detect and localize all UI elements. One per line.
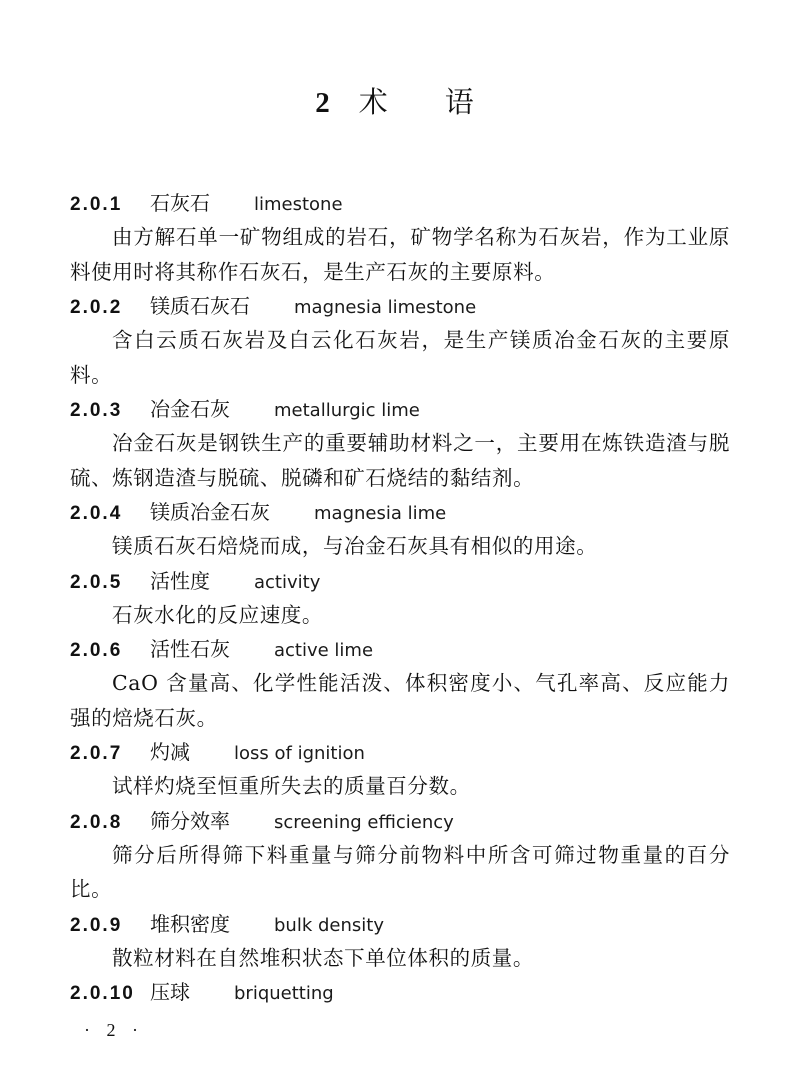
chapter-number: 2 — [315, 87, 331, 119]
term-entry — [70, 289, 730, 392]
term-definition: 由方解石单一矿物组成的岩石，矿物学名称为石灰岩，作为工业原料使用时将其称作石灰石，是生产石灰的主要原料。 — [70, 225, 730, 284]
term-number: 2.0.7 — [70, 743, 123, 764]
term-english: limestone — [254, 194, 343, 215]
term-english: magnesia lime — [314, 503, 447, 524]
term-chinese: 活性度 — [150, 568, 210, 593]
term-entry — [70, 392, 730, 495]
term-definition: 含白云质石灰岩及白云化石灰岩，是生产镁质冶金石灰的主要原料。 — [70, 328, 730, 387]
term-english: loss of ignition — [234, 743, 365, 764]
term-number: 2.0.6 — [70, 640, 123, 661]
term-chinese: 镁质石灰石 — [150, 294, 250, 318]
term-english: magnesia limestone — [294, 297, 477, 318]
term-number: 2.0.3 — [70, 400, 123, 421]
term-definition: 试样灼烧至恒重所失去的质量百分数。 — [112, 774, 471, 798]
term-number: 2.0.8 — [70, 811, 123, 833]
term-list — [70, 186, 730, 1009]
term-entry — [70, 564, 730, 633]
page-number: · 2 · — [84, 1020, 144, 1040]
term-chinese: 活性石灰 — [150, 637, 230, 661]
term-number: 2.0.4 — [70, 503, 123, 524]
term-number: 2.0.1 — [70, 194, 123, 215]
term-heading — [70, 907, 730, 941]
term-entry — [70, 907, 730, 976]
chapter-title-char-1: 术 — [358, 85, 389, 119]
term-number: 2.0.9 — [70, 914, 123, 936]
term-number: 2.0.10 — [70, 983, 135, 1004]
term-entry — [70, 975, 730, 1009]
term-definition: 石灰水化的反应速度。 — [112, 602, 323, 627]
term-chinese: 灼减 — [150, 740, 190, 764]
term-definition: 散粒材料在自然堆积状态下单位体积的质量。 — [112, 945, 534, 970]
term-chinese: 镁质冶金石灰 — [150, 500, 270, 524]
term-english: screening efficiency — [274, 811, 454, 833]
chapter-title-char-2: 语 — [444, 85, 475, 119]
term-definition: 镁质石灰石焙烧而成，与冶金石灰具有相似的用途。 — [112, 534, 598, 558]
term-english: activity — [254, 571, 321, 593]
chapter-title — [0, 82, 790, 123]
term-definition: 筛分后所得筛下料重量与筛分前物料中所含可筛过物重量的百分比。 — [70, 842, 730, 901]
term-heading — [70, 975, 730, 1009]
term-heading — [70, 289, 730, 323]
term-heading — [70, 804, 730, 838]
term-entry — [70, 735, 730, 804]
term-chinese: 筛分效率 — [150, 808, 230, 833]
term-entry — [70, 186, 730, 289]
term-chinese: 压球 — [150, 980, 190, 1004]
term-heading — [70, 564, 730, 598]
term-heading — [70, 632, 730, 666]
term-definition: 冶金石灰是钢铁生产的重要辅助材料之一，主要用在炼铁造渣与脱硫、炼钢造渣与脱硫、脱磷和矿石烧结的黏结剂。 — [70, 431, 730, 490]
term-chinese: 冶金石灰 — [150, 397, 230, 421]
term-english: bulk density — [274, 914, 384, 936]
term-heading — [70, 495, 730, 529]
term-chinese: 石灰石 — [150, 191, 210, 215]
term-english: metallurgic lime — [274, 400, 420, 421]
term-entry — [70, 804, 730, 907]
term-heading — [70, 186, 730, 220]
term-number: 2.0.2 — [70, 297, 123, 318]
term-entry — [70, 632, 730, 735]
term-number: 2.0.5 — [70, 571, 123, 593]
term-entry — [70, 495, 730, 564]
term-english: active lime — [274, 640, 374, 661]
term-english: briquetting — [234, 983, 334, 1004]
term-definition: CaO 含量高、化学性能活泼、体积密度小、气孔率高、反应能力强的焙烧石灰。 — [70, 671, 730, 730]
term-heading — [70, 392, 730, 426]
term-chinese: 堆积密度 — [150, 911, 230, 936]
term-heading — [70, 735, 730, 769]
